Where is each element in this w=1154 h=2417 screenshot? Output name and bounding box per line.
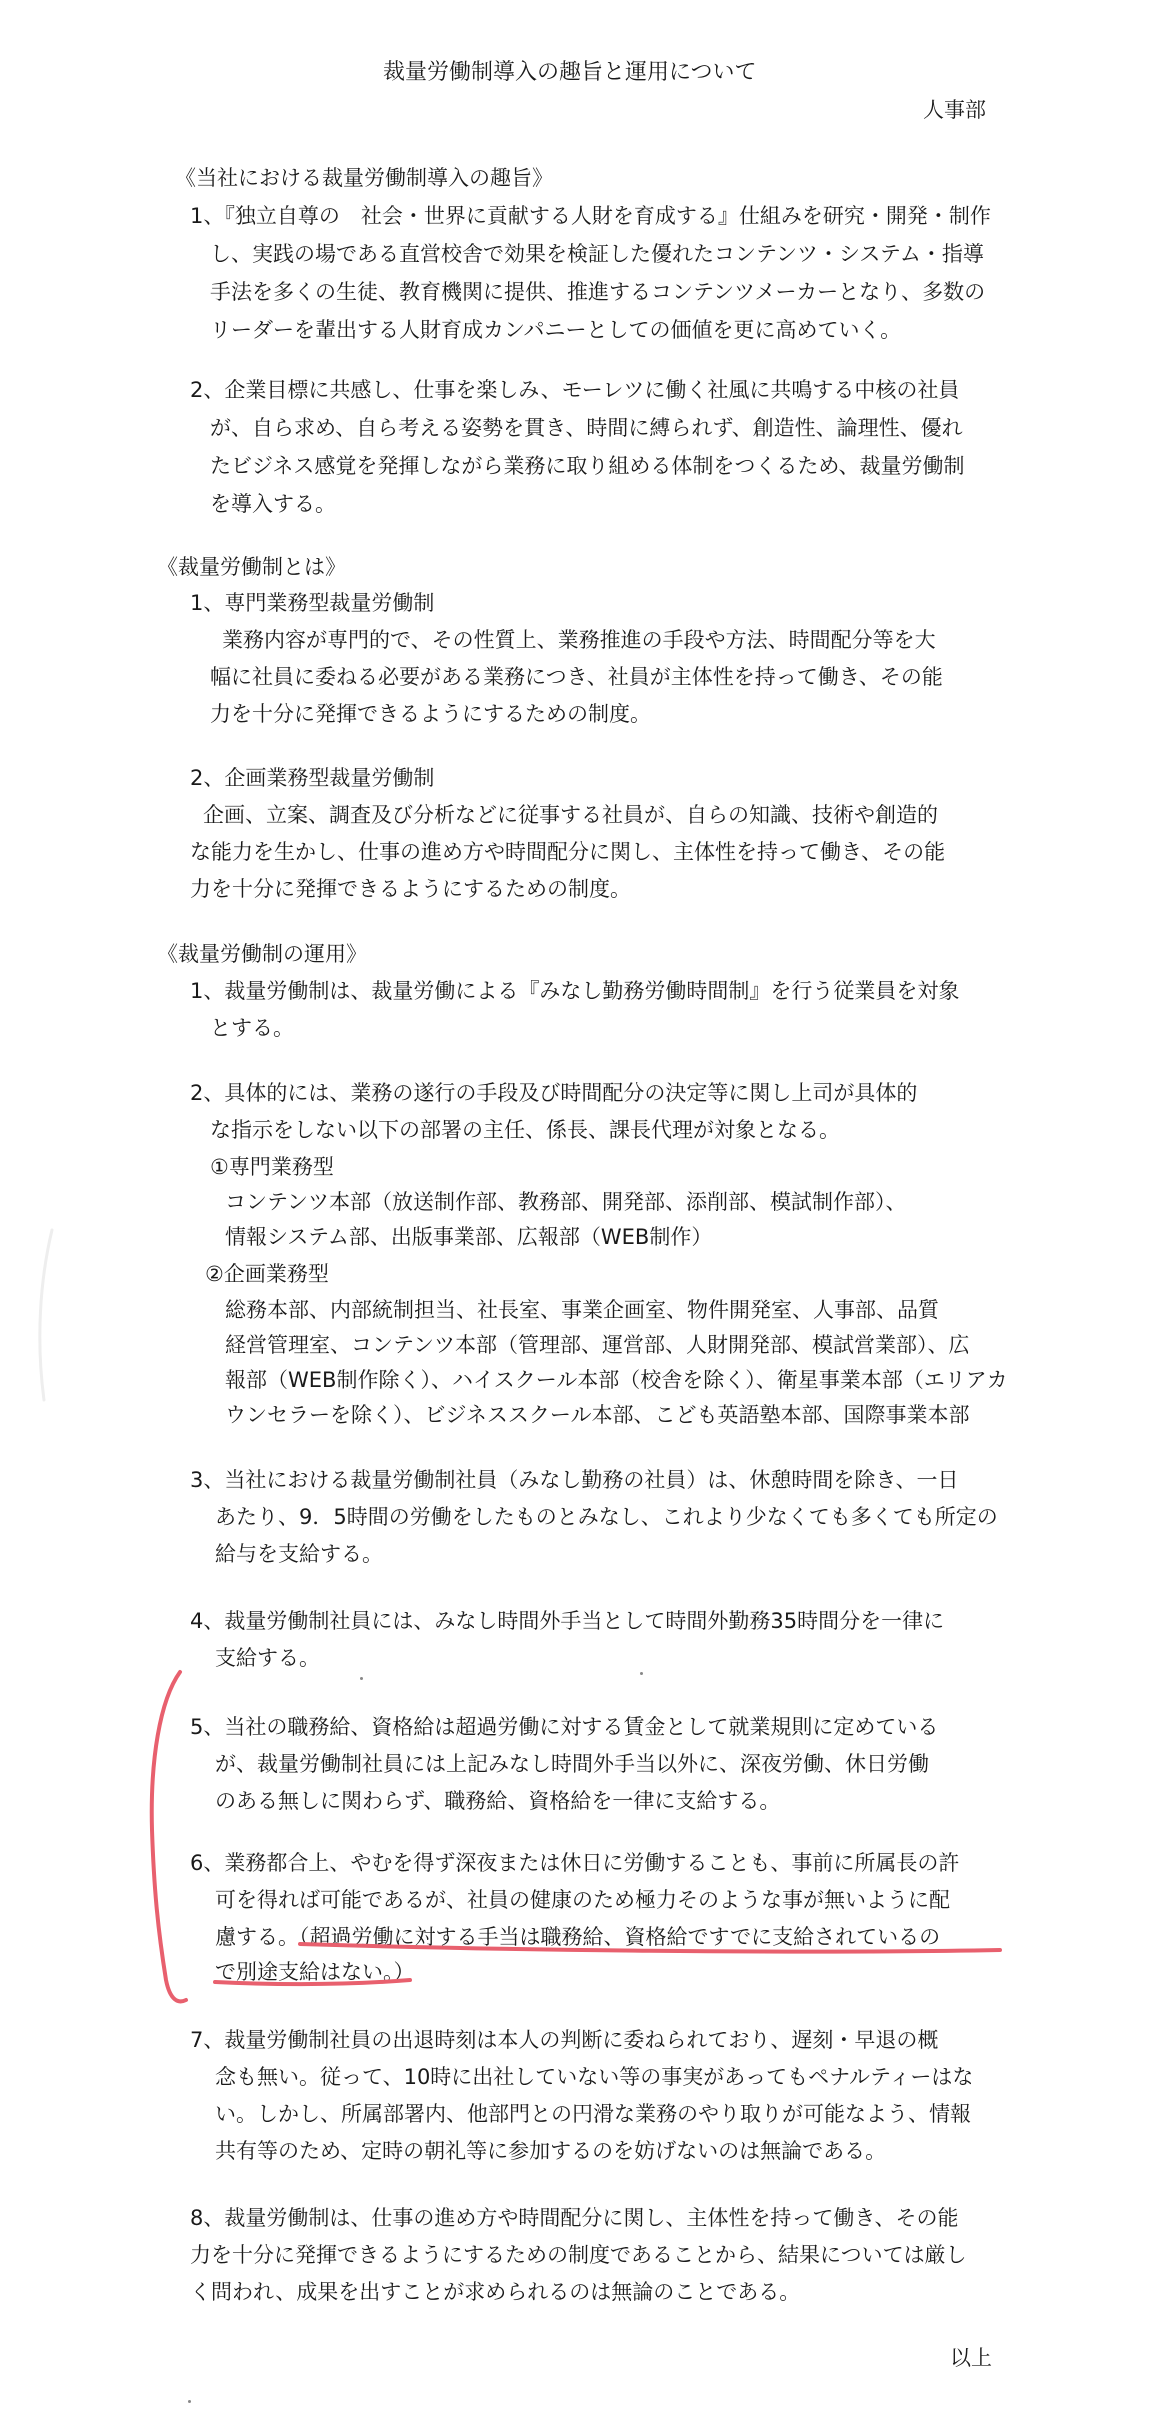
operation-item2-line2: な指示をしない以下の部署の主任、係長、課長代理が対象となる。 — [210, 1118, 840, 1142]
operation-item3-line1: 3、当社における裁量労働制社員（みなし勤務の社員）は、休憩時間を除き、一日 — [190, 1468, 959, 1492]
document-title: 裁量労働制導入の趣旨と運用について — [383, 60, 757, 85]
definition-item1-title: 1、専門業務型裁量労働制 — [190, 591, 435, 615]
operation-item8-line2: 力を十分に発揮できるようにするための制度であることから、結果については厳し — [190, 2243, 967, 2267]
operation-item2-sub2-line4: ウンセラーを除く）、ビジネススクール本部、こども英語塾本部、国際事業本部 — [225, 1403, 970, 1427]
section-heading-operation: 《裁量労働制の運用》 — [157, 942, 367, 966]
scan-speck — [188, 2400, 191, 2403]
operation-item2-sub1-line1: コンテンツ本部（放送制作部、教務部、開発部、添削部、模試制作部）、 — [225, 1190, 907, 1214]
definition-item1-line2: 幅に社員に委ねる必要がある業務につき、社員が主体性を持って働き、その能 — [210, 665, 943, 689]
definition-item1-line1: 業務内容が専門的で、その性質上、業務推進の手段や方法、時間配分等を大 — [222, 628, 936, 652]
purpose-item1-line3: 手法を多くの生徒、教育機関に提供、推進するコンテンツメーカーとなり、多数の — [210, 280, 986, 304]
faint-scan-mark — [40, 1230, 52, 1400]
operation-item4-line1: 4、裁量労働制社員には、みなし時間外手当として時間外勤務35時間分を一律に — [190, 1609, 945, 1633]
purpose-item1-line2: し、実践の場である直営校舎で効果を検証した優れたコンテンツ・システム・指導 — [210, 242, 984, 266]
scan-speck — [360, 1677, 363, 1680]
operation-item5-line2: が、裁量労働制社員には上記みなし時間外手当以外に、深夜労働、休日労働 — [215, 1752, 929, 1776]
operation-item6-line4: で別途支給はない。） — [215, 1960, 415, 1984]
operation-item6-line2: 可を得れば可能であるが、社員の健康のため極力そのような事が無いように配 — [215, 1888, 950, 1912]
section-heading-purpose: 《当社における裁量労働制導入の趣旨》 — [175, 166, 553, 190]
purpose-item1-line1: 1、『独立自尊の 社会・世界に貢献する人財を育成する』仕組みを研究・開発・制作 — [190, 204, 991, 228]
purpose-item1-line4: リーダーを輩出する人財育成カンパニーとしての価値を更に高めていく。 — [210, 318, 902, 342]
section-heading-definition: 《裁量労働制とは》 — [157, 555, 346, 579]
operation-item6-line1: 6、業務都合上、やむを得ず深夜または休日に労働することも、事前に所属長の許 — [190, 1851, 960, 1875]
purpose-item2-line1: 2、企業目標に共感し、仕事を楽しみ、モーレツに働く社風に共鳴する中核の社員 — [190, 378, 960, 402]
operation-item2-sub1-title: ①専門業務型 — [210, 1155, 334, 1179]
definition-item2-line2: な能力を生かし、仕事の進め方や時間配分に関し、主体性を持って働き、その能 — [190, 840, 946, 864]
definition-item2-line1: 企画、立案、調査及び分析などに従事する社員が、自らの知識、技術や創造的 — [203, 803, 938, 827]
closing-mark: 以上 — [950, 2346, 992, 2370]
definition-item2-title: 2、企画業務型裁量労働制 — [190, 766, 435, 790]
purpose-item2-line4: を導入する。 — [210, 492, 336, 516]
operation-item8-line1: 8、裁量労働制は、仕事の進め方や時間配分に関し、主体性を持って働き、その能 — [190, 2206, 959, 2230]
operation-item8-line3: く問われ、成果を出すことが求められるのは無論のことである。 — [190, 2280, 801, 2304]
operation-item6-line3: 慮する。（超過労働に対する手当は職務給、資格給ですでに支給されているの — [215, 1925, 941, 1949]
definition-item2-line3: 力を十分に発揮できるようにするための制度。 — [190, 877, 631, 901]
operation-item1-line2: とする。 — [210, 1016, 294, 1040]
operation-item5-line1: 5、当社の職務給、資格給は超過労働に対する賃金として就業規則に定めている — [190, 1715, 939, 1739]
operation-item7-line2: 念も無い。従って、10時に出社していない等の事実があってもペナルティーはな — [215, 2065, 974, 2089]
operation-item1-line1: 1、裁量労働制は、裁量労働による『みなし勤務労働時間制』を行う従業員を対象 — [190, 979, 960, 1003]
operation-item2-line1: 2、具体的には、業務の遂行の手段及び時間配分の決定等に関し上司が具体的 — [190, 1081, 918, 1105]
purpose-item2-line2: が、自ら求め、自ら考える姿勢を貫き、時間に縛られず、創造性、論理性、優れ — [210, 416, 963, 440]
annotation-bracket — [152, 1672, 186, 2001]
definition-item1-line3: 力を十分に発揮できるようにするための制度。 — [210, 702, 651, 726]
purpose-item2-line3: たビジネス感覚を発揮しながら業務に取り組める体制をつくるため、裁量労働制 — [210, 454, 965, 478]
operation-item2-sub2-line3: 報部（WEB制作除く）、ハイスクール本部（校舎を除く）、衛星事業本部（エリアカ — [225, 1368, 1008, 1392]
scan-speck — [640, 1672, 643, 1675]
operation-item7-line4: 共有等のため、定時の朝礼等に参加するのを妨げないのは無論である。 — [215, 2139, 887, 2163]
operation-item3-line3: 給与を支給する。 — [215, 1542, 383, 1566]
operation-item2-sub2-line2: 経営管理室、コンテンツ本部（管理部、運営部、人財開発部、模試営業部）、広 — [225, 1333, 970, 1357]
operation-item7-line1: 7、裁量労働制社員の出退時刻は本人の判断に委ねられており、遅刻・早退の概 — [190, 2028, 939, 2052]
operation-item2-sub2-title: ②企画業務型 — [205, 1262, 329, 1286]
department-label: 人事部 — [923, 98, 986, 122]
operation-item3-line2: あたり、9．5時間の労働をしたものとみなし、これより少なくても多くても所定の — [215, 1505, 998, 1529]
operation-item4-line2: 支給する。 — [215, 1646, 320, 1670]
operation-item2-sub1-line2: 情報システム部、出版事業部、広報部（WEB制作） — [225, 1225, 713, 1249]
operation-item5-line3: のある無しに関わらず、職務給、資格給を一律に支給する。 — [215, 1789, 781, 1813]
operation-item2-sub2-line1: 総務本部、内部統制担当、社長室、事業企画室、物件開発室、人事部、品質 — [225, 1298, 939, 1322]
operation-item7-line3: い。しかし、所属部署内、他部門との円滑な業務のやり取りが可能なよう、情報 — [215, 2102, 971, 2126]
